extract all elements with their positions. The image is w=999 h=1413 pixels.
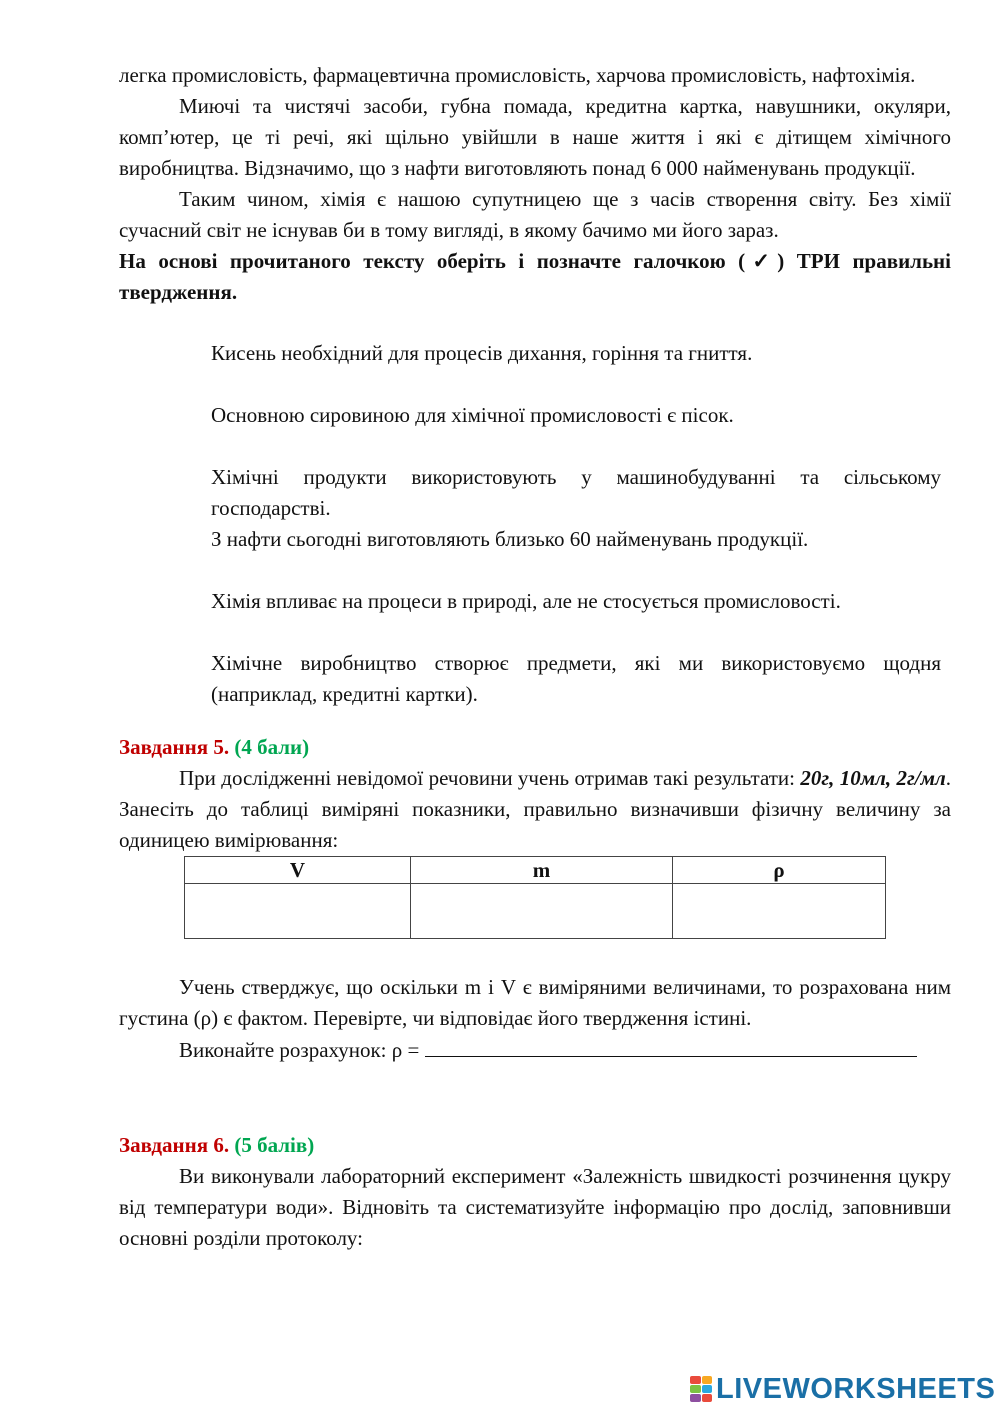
statement-5[interactable]: Хімія впливає на процеси в природі, але не стосується промисловості. bbox=[211, 589, 841, 613]
statement-6[interactable]: Хімічне виробництво створює предмети, які ми використовуємо щодня (наприклад, кредитні картки). bbox=[211, 651, 941, 706]
cell-mass-input[interactable] bbox=[411, 884, 673, 939]
intro-paragraph-1: легка промисловість, фармацевтична промисловість, харчова промисловість, нафтохімія. bbox=[119, 63, 916, 87]
header-mass: m bbox=[411, 857, 673, 884]
statement-4[interactable]: З нафти сьогодні виготовляють близько 60 найменувань продукції. bbox=[211, 527, 809, 551]
intro-paragraph-2: Миючі та чистячі засоби, губна помада, кредитна картка, навушники, окуляри, комп’ютер, це ті речі, які щільно увійшли в наше життя і які є дітищем хімічного виробництва. Відзначимо, що з нафти виготовляють понад 6 000 найменувань продукції. bbox=[119, 94, 951, 180]
statement-2[interactable]: Основною сировиною для хімічної промисловості є пісок. bbox=[211, 403, 734, 427]
instruction: На основі прочитаного тексту оберіть і позначте галочкою (✓) ТРИ правильні твердження. bbox=[119, 249, 951, 304]
intro-paragraph-3: Таким чином, хімія є нашою супутницею ще з часів створення світу. Без хімії сучасний світ не існував би в тому вигляді, в якому бачимо ми його зараз. bbox=[119, 187, 951, 242]
task5-values: 20г, 10мл, 2г/мл bbox=[800, 766, 946, 790]
measurement-table bbox=[184, 856, 886, 939]
worksheet-page bbox=[119, 60, 951, 1254]
task5-text-a: При дослідженні невідомої речовини учень отримав такі результати: bbox=[179, 766, 801, 790]
task6-heading bbox=[119, 1130, 951, 1161]
task5-claim: Учень стверджує, що оскільки m і V є виміряними величинами, то розрахована ним густина (ρ) є фактом. Перевірте, чи відповідає його твердження істині. bbox=[119, 975, 951, 1030]
task5-heading bbox=[119, 732, 951, 763]
logo-icon bbox=[690, 1376, 712, 1402]
statement-1[interactable]: Кисень необхідний для процесів дихання, горіння та гниття. bbox=[211, 341, 753, 365]
task6-title: Завдання 6. bbox=[119, 1133, 230, 1157]
statement-3[interactable]: Хімічні продукти використовують у машинобудуванні та сільському господарстві. bbox=[211, 465, 941, 520]
task6-points: (5 балів) bbox=[234, 1133, 315, 1157]
task6-text: Ви виконували лабораторний експеримент «Залежність швидкості розчинення цукру від температури води». Відновіть та систематизуйте інформацію про дослід, заповнивши основні розділи протоколу: bbox=[119, 1164, 951, 1250]
cell-volume-input[interactable] bbox=[185, 884, 411, 939]
liveworksheets-logo bbox=[690, 1374, 995, 1404]
logo-text: LIVEWORKSHEETS bbox=[716, 1372, 996, 1405]
header-volume: V bbox=[185, 857, 411, 884]
task5-text bbox=[119, 763, 951, 856]
task5-calc-line bbox=[119, 1034, 951, 1066]
task5-title: Завдання 5. bbox=[119, 735, 230, 759]
cell-density-input[interactable] bbox=[673, 884, 886, 939]
header-density: ρ bbox=[673, 857, 886, 884]
statement-list bbox=[211, 338, 941, 710]
task5-text-b: . Занесіть до таблиці виміряні показники, правильно визначивши фізичну величину за одиницею вимірювання: bbox=[119, 766, 951, 852]
calc-answer-field[interactable] bbox=[425, 1034, 917, 1057]
calc-label: Виконайте розрахунок: ρ = bbox=[179, 1038, 425, 1062]
task5-points: (4 бали) bbox=[234, 735, 310, 759]
